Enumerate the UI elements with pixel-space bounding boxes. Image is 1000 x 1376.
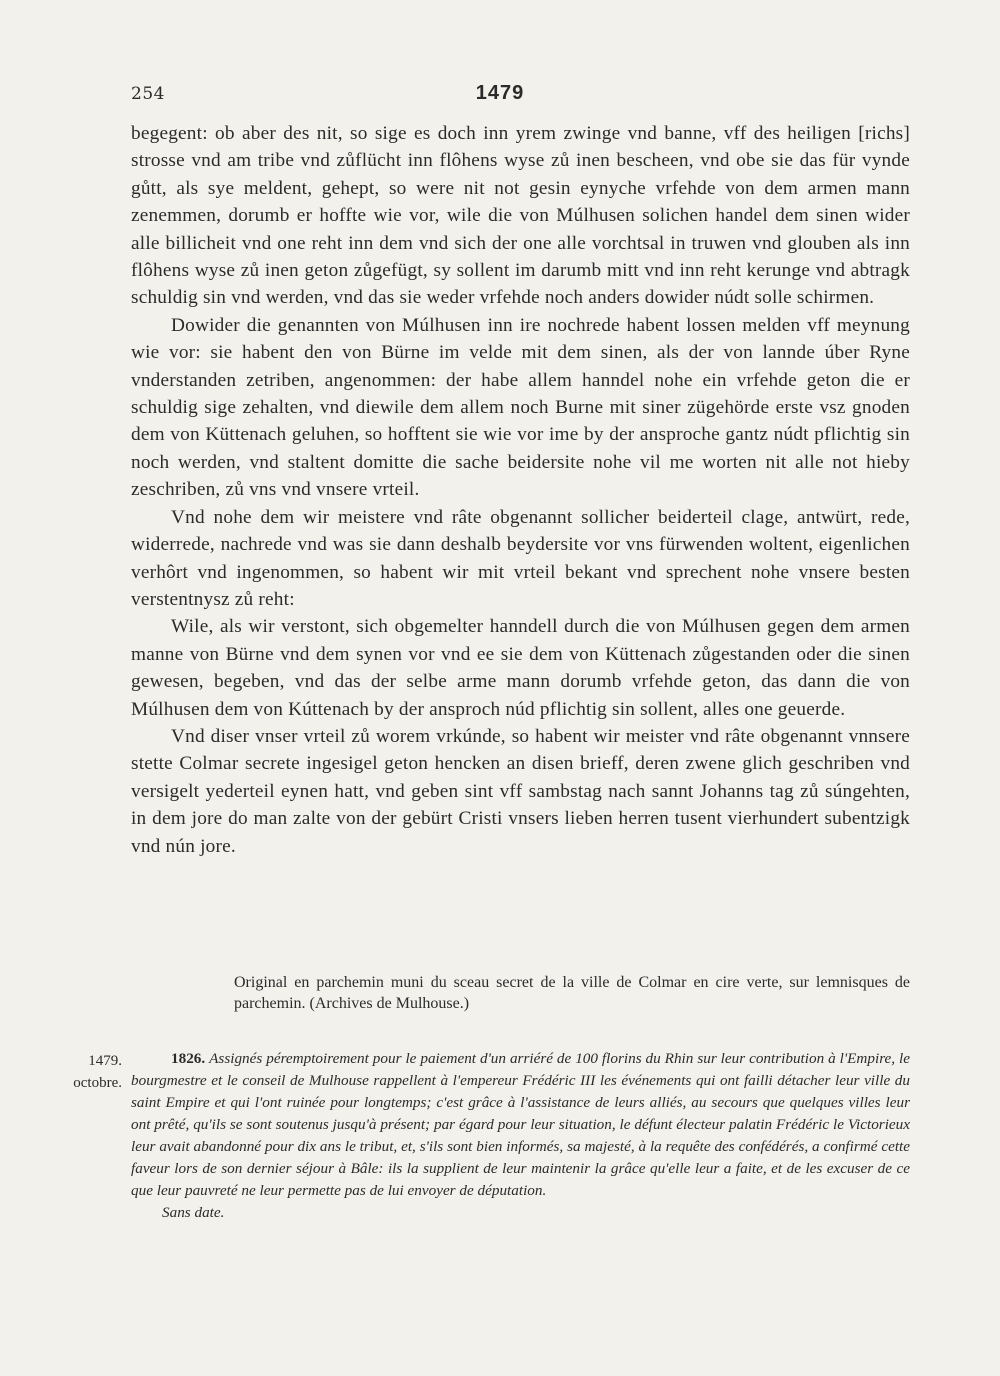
paragraph: Wile, als wir verstont, sich obgemelter hanndell durch die von Múlhusen gegen dem armen manne von Bürne vnd dem synen vor vnd ee sie dem von Küttenach zůgestanden oder die sinen gewesen, begeben, vnd das der selbe arme mann dorumb vrfehde geton, das dann die von Múlhusen dem von Kúttenach by der ansproch núd pflichtig sin sollent, alles one geuerde. [131,616,910,720]
paragraph: Vnd diser vnser vrteil zů worem vrkúnde, so habent wir meister vnd râte obgenannt vnnsere stette Colmar secrete ingesigel geton hencken an disen brieff, deren zwene glich geschriben vnd versigelt yederteil eynen hatt, vnd geben sint vff sambstag nach sannt Johanns tag zů súngehten, in dem jore do man zalte von der gebürt Cristi vnsers lieben herren tusent vierhundert subentzigk vnd nún jore. [131,725,910,857]
paragraph: begegent: ob aber des nit, so sige es doch inn yrem zwinge vnd banne, vff des heiligen [richs] strosse vnd am tribe vnd zůflücht inn flôhens wyse zů inen bescheen, vnd obe sie das für vynde gůtt, als sye meldent, gehept, so were nit not gesin eynyche vrfehde von dem armen mann zenemmen, dorumb er hoffte wie vor, wile die von Múlhusen solichen handel dem sinen wider alle billicheit vnd one reht inn dem vnd sich der one alle vorchtsal in truwen vnd glouben als inn flôhens wyse zů inen geton zůgefügt, sy sollent im darumb mitt vnd inn reht kerunge vnd abtragk schuldig sin vnd werden, vnd das sie weder vrfehde noch anders dowider núdt solle schirmen. [131,123,910,309]
margin-year: 1479. [88,1053,122,1069]
regest-number: 1826. [171,1050,210,1067]
margin-month: octobre. [73,1075,122,1091]
regest [131,1048,910,1224]
regest-date-note: Sans date. [162,1204,225,1221]
paragraph: Vnd nohe dem wir meistere vnd râte obgenannt sollicher beiderteil clage, antwürt, rede, widerrede, nachrede vnd was sie dann deshalb beydersite vor vns fürwenden woltent, eigenlichen verhôrt vnd ingenommen, so habent wir mit vrteil bekant vnd sprechent nohe vnsere besten verstentnysz zů reht: [131,506,910,610]
document-body [131,120,910,860]
margin-date [50,1050,122,1094]
regest-summary: Assignés péremptoirement pour le paiement d'un arriéré de 100 florins du Rhin sur leur contribution à l'Empire, le bourgmestre et le conseil de Mulhouse rappellent à l'empereur Frédéric III les événements qui ont failli détacher leur ville du saint Empire et qui l'ont ruinée pour longtemps; c'est grâce à l'assistance de leurs alliés, au secours que quelques villes leur ont prêté, qu'ils se sont soutenus jusqu'à présent; par égard pour leur situation, le défunt électeur palatin Frédéric le Victorieux leur avait abandonné pour dix ans le tribut, et, s'ils sont bien informés, sa majesté, à la requête des confédérés, a confirmé cette faveur lors de son dernier séjour à Bâle: ils la supplient de leur maintenir la grâce qu'elle leur a faite, et de les excuser de ce que leur pauvreté ne leur permette pas de lui envoyer de députation. [131,1050,910,1199]
source-note: Original en parchemin muni du sceau secret de la ville de Colmar en cire verte, sur lemnisques de parchemin. (Archives de Mulhouse.) [234,974,910,1012]
page-number: 254 [131,84,165,104]
paragraph: Dowider die genannten von Múlhusen inn ire nochrede habent lossen melden vff meynung wie vor: sie habent den von Bürne im velde mit dem sinen, als der von lannde úber Ryne vnderstanden zetriben, angenommen: der habe allem hanndel nohe ein vrfehde geton die er schuldig sige zehalten, vnd diewile dem allem noch Burne mit siner zügehörde erste vsz gnoden dem von Küttenach geluhen, so hofftent sie wie vor ime by der ansproche gantz núdt pflichtig sin noch werden, vnd staltent domitte die sache beidersite nohe vil me worten nit alle not hieby zeschriben, zů vns vnd vnsere vrteil. [131,314,910,501]
running-head: 1479 [475,82,525,104]
